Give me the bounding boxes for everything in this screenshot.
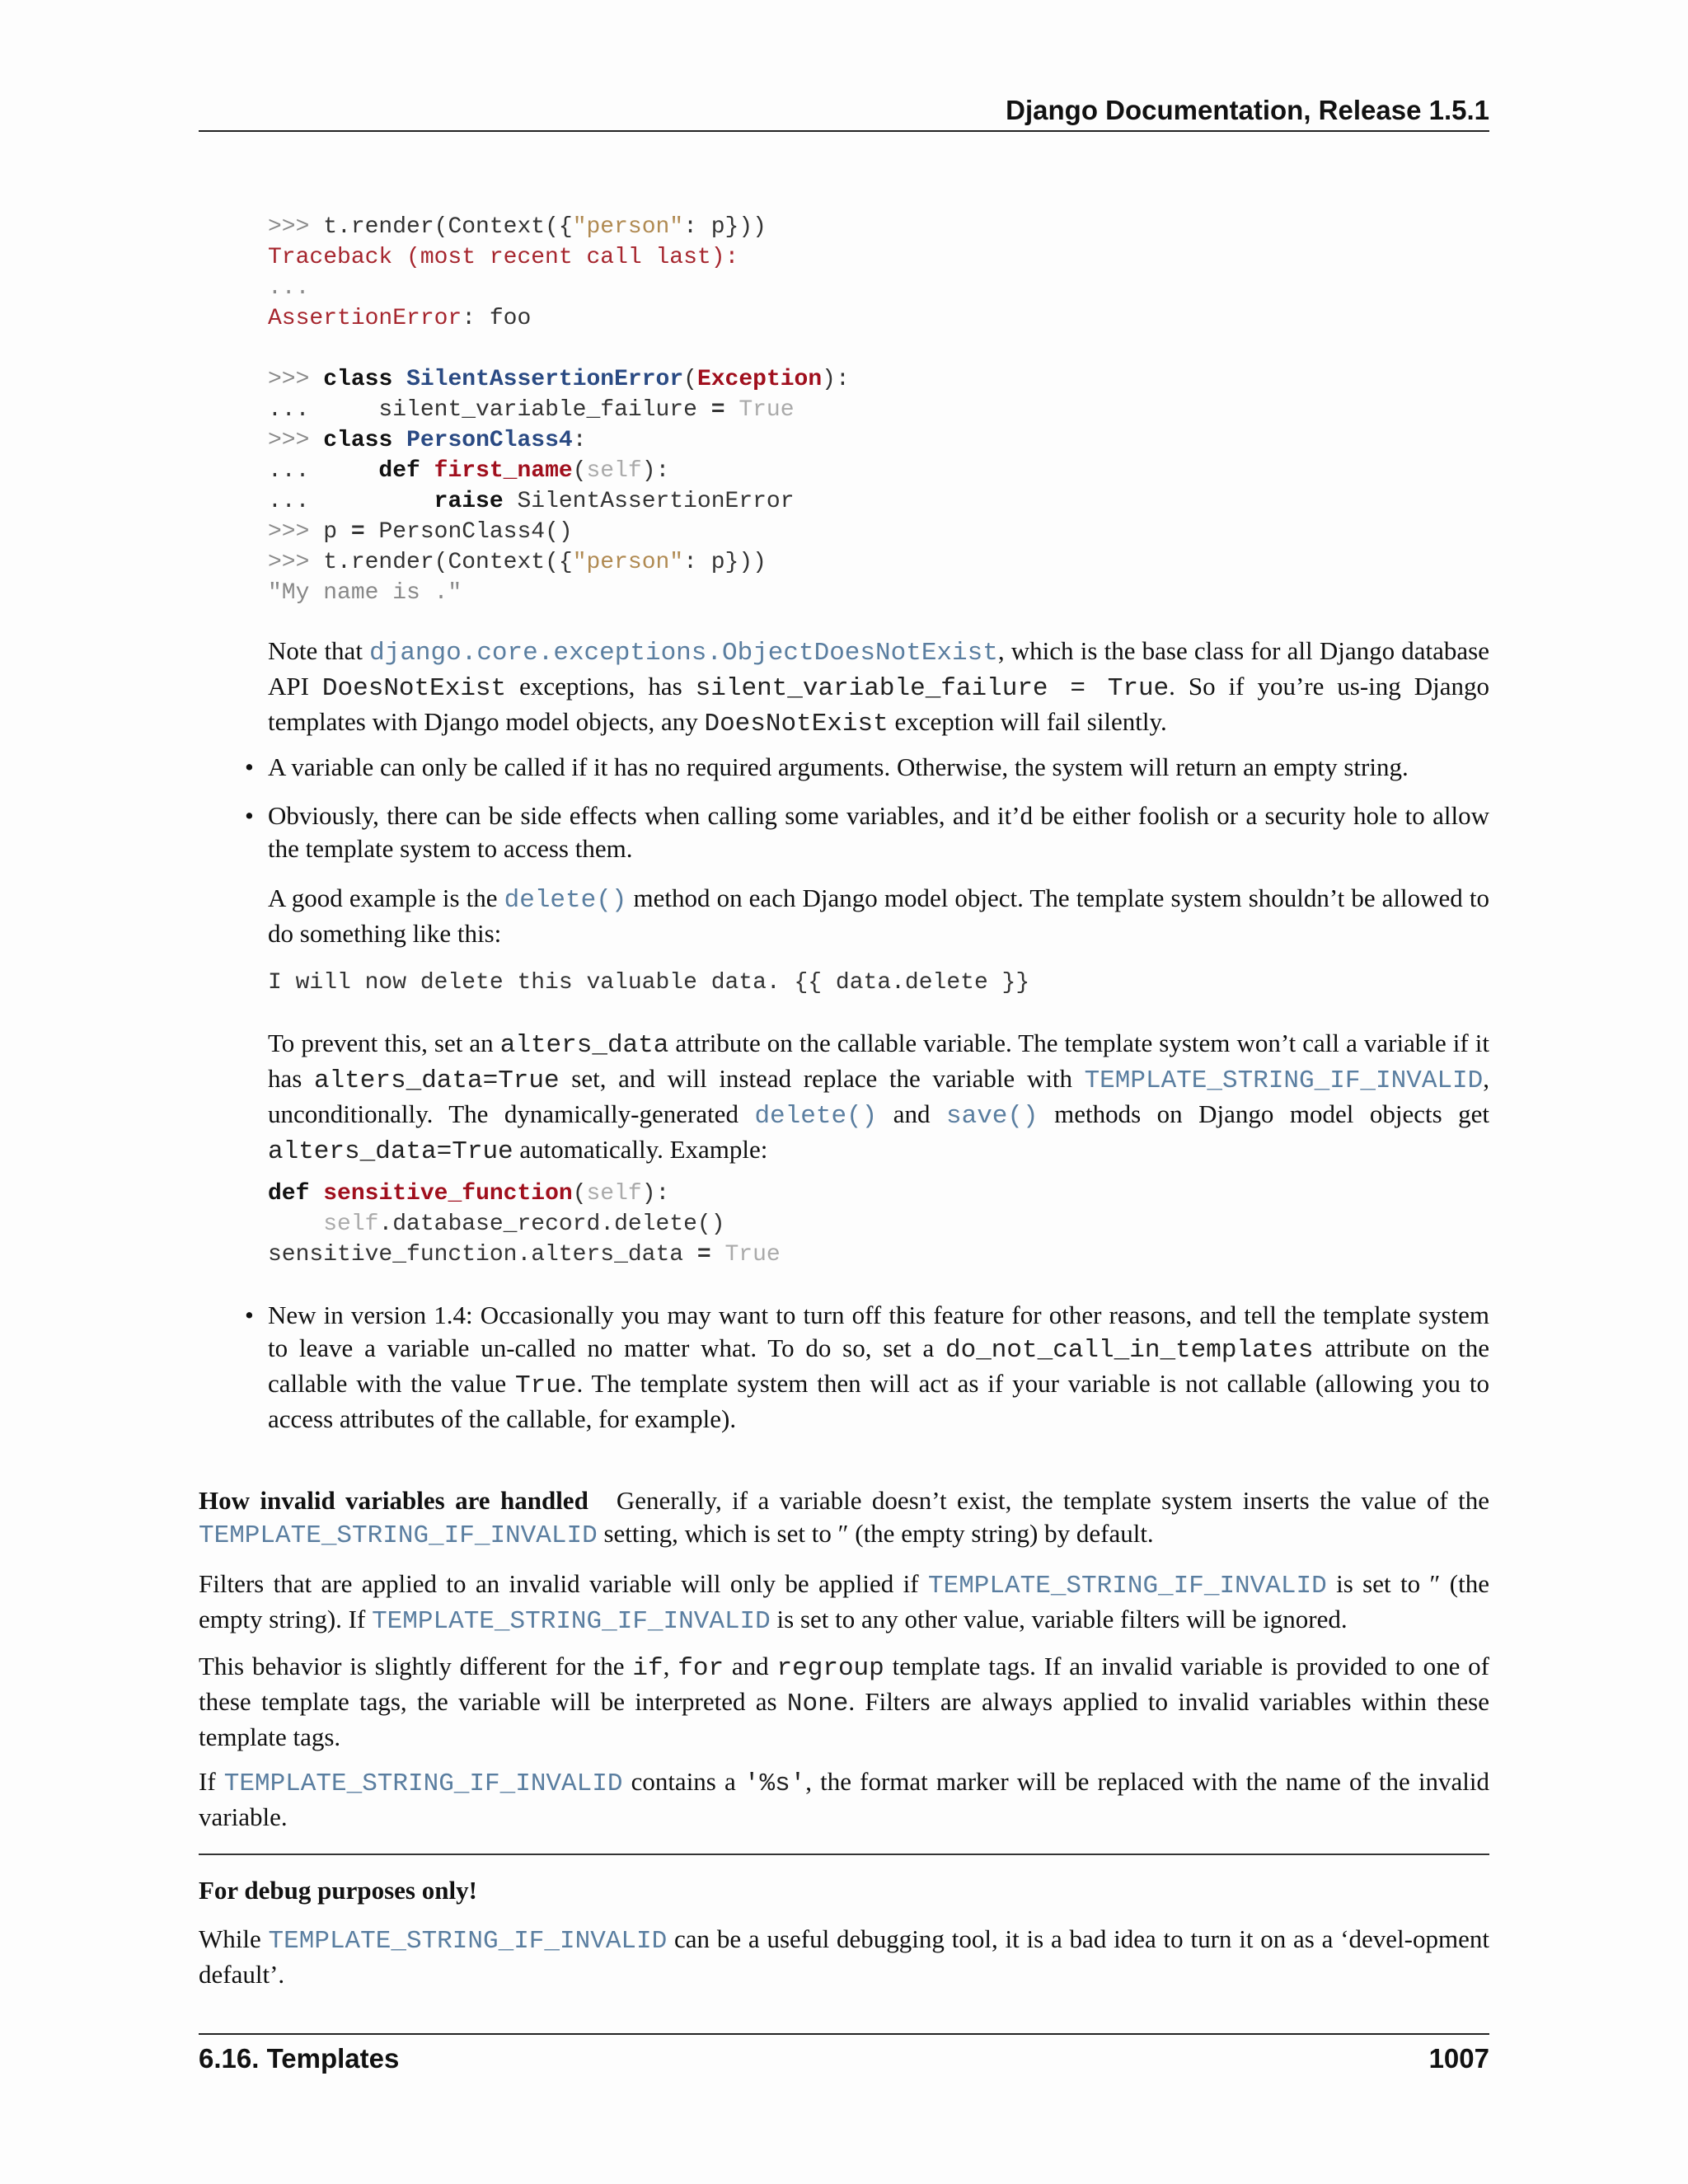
note-paragraph [268,635,1489,741]
link-template-string-if-invalid[interactable]: TEMPLATE_STRING_IF_INVALID [268,1927,668,1956]
bullet-marker: • [245,1301,254,1329]
code-text: ): [641,458,670,484]
indent [268,1212,323,1237]
good-example-paragraph [268,882,1489,950]
function-name: sensitive_function [323,1181,573,1207]
admonition-top-rule [199,1854,1489,1855]
output-line: "My name is ." [268,580,462,606]
link-delete[interactable]: delete() [754,1102,878,1131]
text: exception will fail silently. [888,707,1167,736]
class-name: SilentAssertionError [406,367,684,392]
prompt: >>> [268,367,310,392]
code-text: : foo [462,306,532,331]
admonition-title: For debug purposes only! [199,1876,477,1905]
prompt: ... [268,397,310,423]
text: , unconditionally. The dynamically-generated [268,1064,1490,1128]
ellipsis: ... [268,275,310,301]
link-template-string-if-invalid[interactable]: TEMPLATE_STRING_IF_INVALID [199,1521,598,1550]
inline-literal: True [515,1371,577,1400]
link-template-string-if-invalid[interactable]: TEMPLATE_STRING_IF_INVALID [223,1769,623,1798]
keyword: class [323,367,393,392]
inline-literal: do_not_call_in_templates [945,1336,1314,1365]
list-item [268,751,1489,784]
operator: = [350,519,365,545]
invalid-variables-section [199,1484,1489,1553]
text: This behavior is slightly different for the [199,1652,633,1680]
text: contains a [622,1767,744,1796]
text: , the format marker will be replaced with the name of the invalid variable. [199,1767,1489,1831]
keyword: def [268,1181,310,1207]
text: Generally, if a variable doesn’t exist, the template system inserts the value of the [616,1486,1489,1515]
code-block-traceback [268,212,850,608]
format-marker-paragraph [199,1765,1489,1834]
self-param: self [586,458,642,484]
keyword: class [323,428,393,453]
code-text: SilentAssertionError [503,489,795,514]
code-text: .database_record.delete() [378,1212,725,1237]
text: New in version 1.4: Occasionally you may want to turn off this feature for other reasons, and tell the template system to leave a variable un-called no matter what. To do so, set a [268,1301,1489,1362]
list-item-text: Obviously, there can be side effects when calling some variables, and it’d be either foolish or a security hole to allow the template system to access them. [268,801,1489,863]
filters-paragraph [199,1568,1489,1638]
prompt: >>> [268,519,310,545]
text: setting, which is set to ″ (the empty string) by default. [597,1519,1154,1548]
text: and [877,1099,946,1128]
footer-rule [199,2033,1489,2035]
literal: True [724,397,795,423]
text: automatically. Example: [513,1135,768,1164]
code-text: t.render(Context({ [309,550,573,575]
footer-section: 6.16. Templates [199,2043,400,2074]
page-number: 1007 [1428,2043,1489,2074]
text: . The template system then will act as if your variable is not callable (allowing you to access attributes of the callable, for example). [268,1369,1490,1433]
header-rule [199,130,1489,132]
list-item-text: A variable can only be called if it has no required arguments. Otherwise, the system will return an empty string. [268,752,1409,781]
code-block-delete: I will now delete this valuable data. {{ data.delete }} [268,970,1030,996]
code-text: PersonClass4() [364,519,573,545]
inline-literal: for [678,1654,724,1683]
keyword: def [309,458,420,484]
inline-literal: alters_data=True [268,1137,513,1166]
text: methods on Django model objects get [1038,1099,1489,1128]
inline-literal: '%s' [743,1769,806,1798]
class-name: PersonClass4 [406,428,573,453]
text: and [724,1652,777,1680]
code-text: silent_variable_failure [309,397,711,423]
prompt: ... [268,458,310,484]
link-objectdoesnotexist[interactable]: django.core.exceptions.ObjectDoesNotExist [369,639,998,668]
self-param: self [586,1181,642,1207]
operator: = [710,397,725,423]
text: While [199,1924,269,1953]
keyword: raise [309,489,504,514]
list-item [268,799,1489,865]
prevent-paragraph [268,1027,1489,1169]
running-footer [199,2041,1489,2077]
literal: True [710,1242,781,1268]
text: A good example is the [268,883,504,912]
link-save[interactable]: save() [946,1102,1039,1131]
inline-literal: if [632,1654,663,1683]
link-template-string-if-invalid[interactable]: TEMPLATE_STRING_IF_INVALID [1084,1066,1484,1095]
debug-admonition [199,1874,1489,1991]
code-text: ( [683,367,697,392]
prompt: >>> [268,214,310,240]
inline-literal: alters_data [499,1031,669,1060]
traceback-line: Traceback (most recent call last): [268,245,739,270]
code-text: ): [641,1181,670,1207]
text: exceptions, has [506,672,696,701]
code-text: ( [572,1181,587,1207]
exception-name: AssertionError [268,306,462,331]
prompt: >>> [268,428,310,453]
code-text: : p})) [683,550,767,575]
operator: = [696,1242,711,1268]
text: method on each Django model object. The template system shouldn’t be allowed to do something like this: [268,883,1489,948]
text: can be a useful debugging tool, it is a bad idea to turn it on as a ‘devel-opment default’. [199,1924,1489,1989]
text: , which is the base class for all Django database API [268,636,1489,701]
text: attribute on the callable variable. The template system won’t call a variable if it has [268,1029,1489,1093]
text: If [199,1767,224,1796]
link-delete[interactable]: delete() [504,886,627,915]
text: Note that [268,636,370,665]
list-item [268,1299,1489,1436]
builtin-exception: Exception [696,367,823,392]
inline-literal: None [786,1690,849,1718]
code-string: "person" [572,214,684,240]
behavior-paragraph [199,1650,1489,1754]
code-text: ): [822,367,850,392]
text: is set to ″ (the empty string). If [199,1569,1489,1633]
inline-literal: DoesNotExist [321,674,507,703]
code-string: "person" [572,550,684,575]
function-name: first_name [434,458,573,484]
prompt: ... [268,489,310,514]
link-template-string-if-invalid[interactable]: TEMPLATE_STRING_IF_INVALID [928,1572,1327,1601]
running-header: Django Documentation, Release 1.5.1 [1006,95,1489,125]
prompt: >>> [268,550,310,575]
text: template tags. If an invalid variable is provided to one of these template tags, the variable will be interpreted as [199,1652,1490,1716]
text: . Filters are always applied to invalid variables within these template tags. [199,1687,1489,1751]
text: set, and will instead replace the variable with [559,1064,1085,1093]
inline-literal: silent_variable_failure = True [695,674,1170,703]
text: Filters that are applied to an invalid variable will only be applied if [199,1569,928,1598]
text: , [663,1652,678,1680]
inline-literal: regroup [776,1654,884,1683]
inline-literal: alters_data=True [313,1066,560,1095]
code-text: p [309,519,351,545]
text: . So if you’re us-ing Django templates with Django model objects, any [268,672,1490,736]
code-text: sensitive_function.alters_data [268,1242,697,1268]
text: To prevent this, set an [268,1029,500,1057]
self-param: self [323,1212,379,1237]
code-text: ( [572,458,587,484]
code-text: : [572,428,587,453]
code-text: t.render(Context({ [309,214,573,240]
section-heading: How invalid variables are handled [199,1486,588,1515]
link-template-string-if-invalid[interactable]: TEMPLATE_STRING_IF_INVALID [372,1607,771,1636]
bullet-marker: • [245,752,254,781]
bullet-marker: • [245,801,254,830]
inline-literal: DoesNotExist [704,710,889,738]
code-block-sensitive [268,1179,781,1270]
text: is set to any other value, variable filters will be ignored. [770,1605,1348,1633]
code-text: : p})) [683,214,767,240]
text: attribute on the callable with the value [268,1333,1489,1398]
